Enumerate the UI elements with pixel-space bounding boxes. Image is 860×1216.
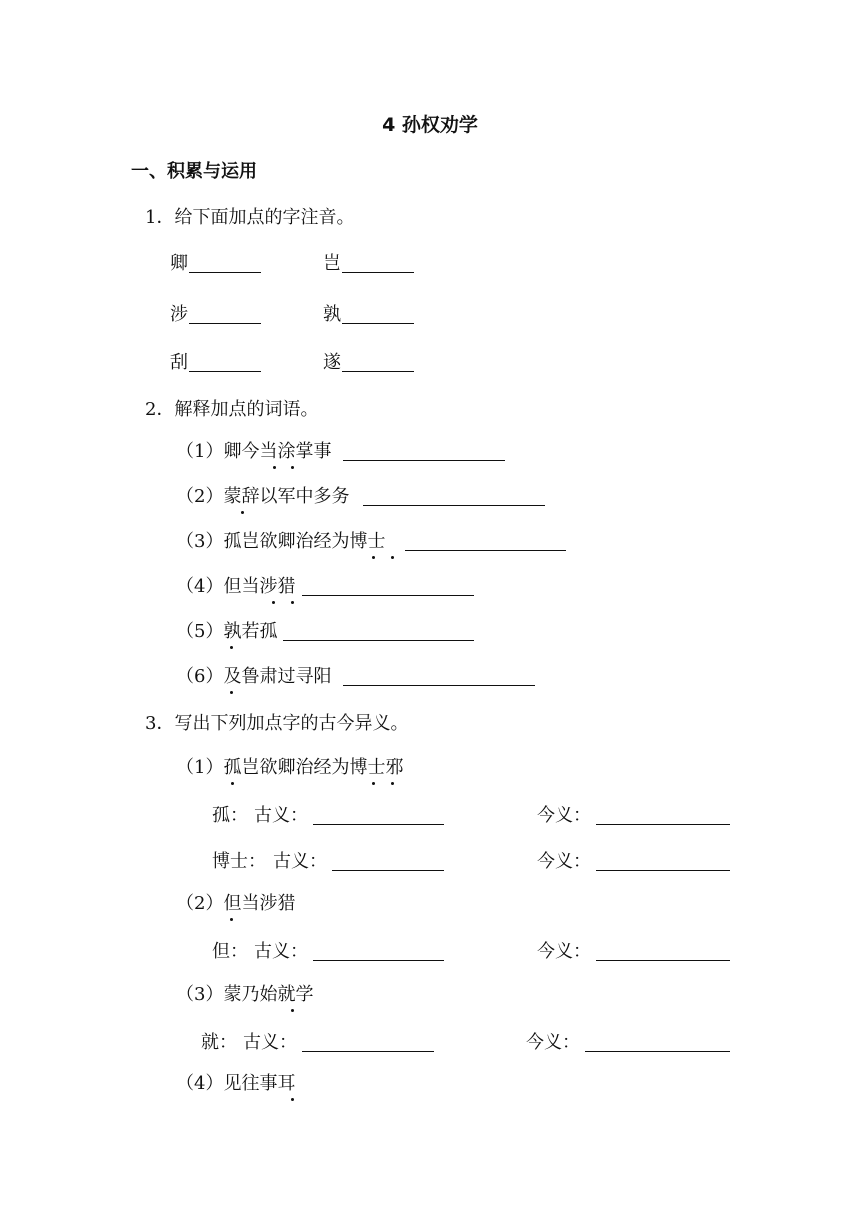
emphasis-dot: [291, 1009, 294, 1012]
modern-meaning-label: 今义：: [537, 805, 591, 826]
answer-blank[interactable]: [343, 685, 535, 686]
q2-item: （3）孤岂欲卿治经为博士: [176, 531, 386, 552]
q2-item: （6）及鲁肃过寻阳: [176, 666, 332, 687]
emphasis-dot: [241, 511, 244, 514]
q3-item: （1）孤岂欲卿治经为博士邪: [176, 757, 404, 778]
ancient-meaning-label: 古义：: [254, 805, 308, 826]
q2-item: （4）但当涉猎: [176, 576, 296, 597]
answer-blank[interactable]: [596, 824, 730, 825]
answer-blank[interactable]: [302, 595, 474, 596]
term-label: 孤：: [212, 805, 248, 826]
emphasis-dot: [230, 691, 233, 694]
question-3-prompt: 3．写出下列加点字的古今异义。: [145, 713, 409, 734]
emphasis-dot: [391, 782, 394, 785]
answer-blank[interactable]: [313, 824, 444, 825]
emphasis-dot: [230, 646, 233, 649]
emphasis-dot: [291, 601, 294, 604]
emphasis-dot: [231, 782, 234, 785]
answer-blank[interactable]: [342, 323, 414, 324]
term-label: 但：: [212, 941, 248, 962]
emphasis-dot: [391, 556, 394, 559]
ancient-meaning-label: 古义：: [243, 1032, 297, 1053]
answer-blank[interactable]: [189, 272, 261, 273]
answer-blank[interactable]: [302, 1051, 434, 1052]
page-title: 4 孙权劝学: [382, 114, 478, 136]
emphasis-dot: [372, 782, 375, 785]
answer-blank[interactable]: [585, 1051, 730, 1052]
section-heading: 一、积累与运用: [131, 161, 257, 182]
emphasis-dot: [230, 918, 233, 921]
term-label: 就：: [201, 1032, 237, 1053]
emphasis-dot: [273, 466, 276, 469]
answer-blank[interactable]: [596, 870, 730, 871]
answer-blank[interactable]: [283, 640, 474, 641]
emphasis-dot: [291, 1098, 294, 1101]
pinyin-char: 卿: [170, 253, 188, 274]
emphasis-dot: [272, 601, 275, 604]
q2-item: （2）蒙辞以军中多务: [176, 486, 350, 507]
pinyin-char: 涉: [170, 304, 188, 325]
q3-item: （3）蒙乃始就学: [176, 984, 314, 1005]
q2-item: （5）孰若孤: [176, 621, 278, 642]
emphasis-dot: [291, 466, 294, 469]
modern-meaning-label: 今义：: [537, 851, 591, 872]
answer-blank[interactable]: [189, 323, 261, 324]
question-2-prompt: 2．解释加点的词语。: [145, 399, 319, 420]
q3-item: （4）见往事耳: [176, 1073, 296, 1094]
modern-meaning-label: 今义：: [537, 941, 591, 962]
question-1-prompt: 1．给下面加点的字注音。: [145, 207, 355, 228]
q2-item: （1）卿今当涂掌事: [176, 441, 332, 462]
answer-blank[interactable]: [342, 272, 414, 273]
answer-blank[interactable]: [342, 371, 414, 372]
emphasis-dot: [372, 556, 375, 559]
q3-item: （2）但当涉猎: [176, 893, 296, 914]
ancient-meaning-label: 古义：: [273, 851, 327, 872]
pinyin-char: 刮: [170, 352, 188, 373]
answer-blank[interactable]: [596, 960, 730, 961]
pinyin-char: 遂: [323, 352, 341, 373]
answer-blank[interactable]: [189, 371, 261, 372]
answer-blank[interactable]: [332, 870, 444, 871]
answer-blank[interactable]: [405, 550, 566, 551]
answer-blank[interactable]: [343, 460, 505, 461]
term-label: 博士：: [212, 851, 266, 872]
modern-meaning-label: 今义：: [526, 1032, 580, 1053]
pinyin-char: 岂: [323, 253, 341, 274]
answer-blank[interactable]: [313, 960, 444, 961]
ancient-meaning-label: 古义：: [254, 941, 308, 962]
pinyin-char: 孰: [323, 304, 341, 325]
answer-blank[interactable]: [363, 505, 545, 506]
